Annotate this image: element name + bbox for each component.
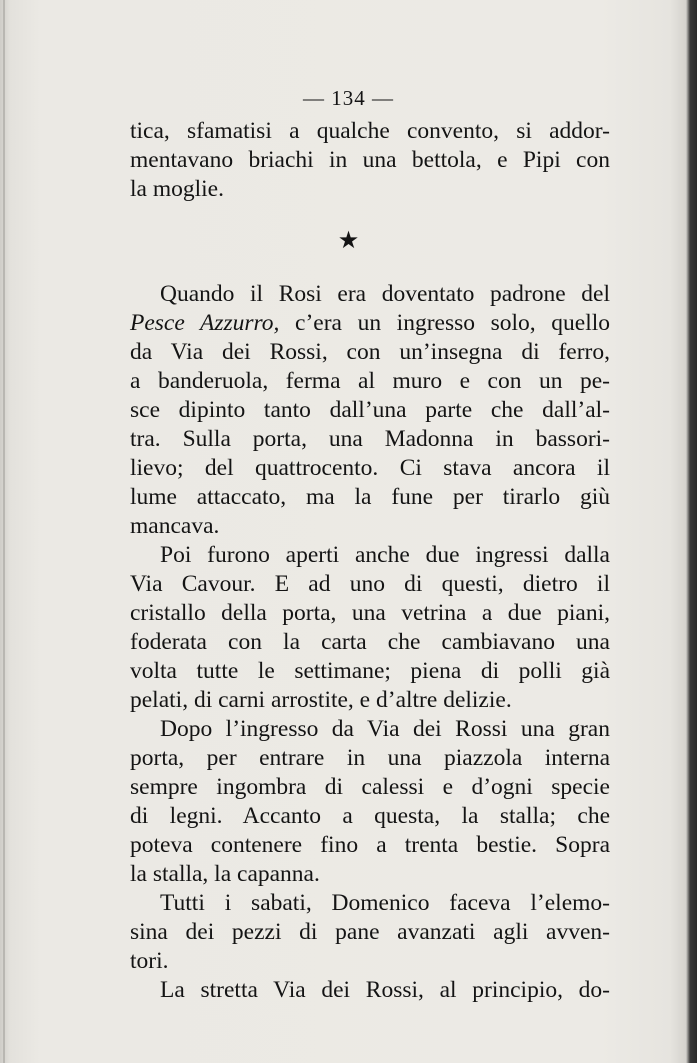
text-line: mentavano briachi in una bettola, e Pipi con	[130, 147, 610, 173]
text-line: poteva contenere fino a trenta bestie. Sopra	[130, 832, 610, 858]
text-line: la moglie.	[130, 176, 224, 202]
page-gutter	[3, 0, 5, 1063]
text-line: Poi furono aperti anche due ingressi dalla	[160, 542, 610, 568]
continued-paragraph	[130, 117, 610, 204]
italic-title: Pesce Azzurro,	[130, 310, 280, 336]
text-line: lume attaccato, ma la fune per tirarlo giù	[130, 484, 610, 510]
text-line	[130, 309, 610, 338]
text-line: tori.	[130, 948, 169, 974]
text-line: da Via dei Rossi, con un’insegna di ferro,	[130, 339, 610, 365]
text-line: Tutti i sabati, Domenico faceva l’elemo-	[160, 890, 610, 916]
text-line: La stretta Via dei Rossi, al principio, do-	[160, 977, 610, 1003]
text-line: Via Cavour. E ad uno di questi, dietro il	[130, 571, 610, 597]
text-line: la stalla, la capanna.	[130, 861, 320, 887]
text-line: Dopo l’ingresso da Via dei Rossi una gran	[160, 716, 610, 742]
main-text	[130, 280, 610, 1005]
text-segment: c’era un ingresso solo, quello	[279, 310, 610, 336]
text-line: porta, per entrare in una piazzola interna	[130, 745, 610, 771]
text-line: mancava.	[130, 513, 220, 539]
text-line: sempre ingombra di calessi e d’ogni specie	[130, 774, 610, 800]
text-line: foderata con la carta che cambiavano una	[130, 629, 610, 655]
text-line: pelati, di carni arrostite, e d’altre delizie.	[130, 687, 512, 713]
text-line: sce dipinto tanto dall’una parte che dall’al-	[130, 397, 610, 423]
text-line: di legni. Accanto a questa, la stalla; che	[130, 803, 610, 829]
text-line: volta tutte le settimane; piena di polli già	[130, 658, 610, 684]
text-line: sina dei pezzi di pane avanzati agli avven-	[130, 919, 610, 945]
text-line: Quando il Rosi era doventato padrone del	[160, 281, 610, 307]
text-line: cristallo della porta, una vetrina a due piani,	[130, 600, 610, 626]
text-line: a banderuola, ferma al muro e con un pe-	[130, 368, 610, 394]
text-line: lievo; del quattrocento. Ci stava ancora il	[130, 455, 610, 481]
text-line: tica, sfamatisi a qualche convento, si addor-	[130, 118, 610, 144]
section-separator-star-icon: ★	[337, 228, 360, 254]
text-line: tra. Sulla porta, una Madonna in bassori-	[130, 426, 610, 452]
page-number: — 134 —	[303, 86, 394, 110]
